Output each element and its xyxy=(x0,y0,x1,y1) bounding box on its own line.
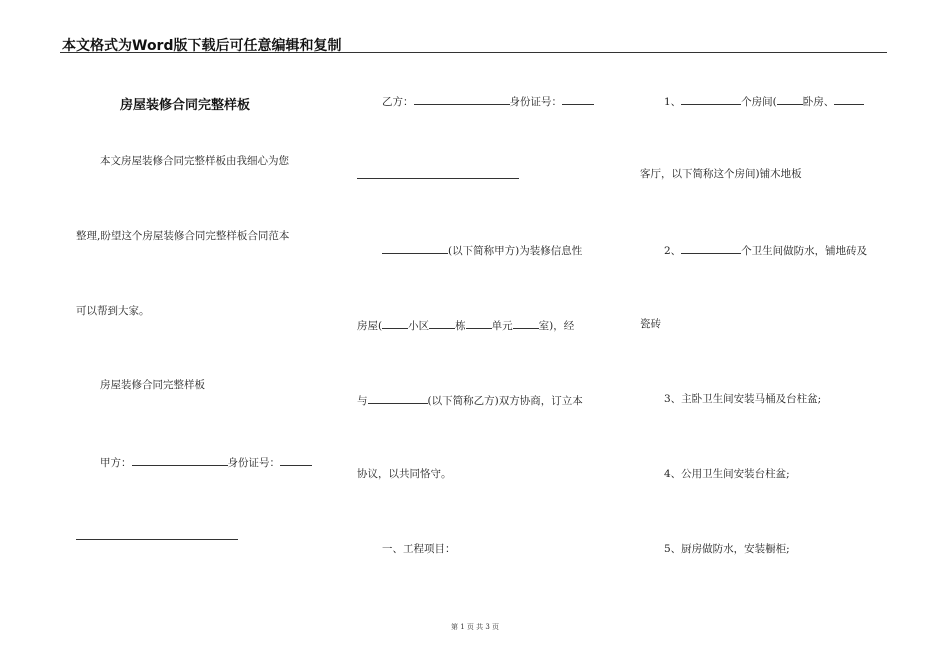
item-1-room-count-blank xyxy=(681,93,741,105)
intro-line-2: 整理,盼望这个房屋装修合同完整样板合同范本 xyxy=(76,230,290,242)
intro-line-1: 本文房屋装修合同完整样板由我细心为您 xyxy=(100,155,289,167)
agreement-line: 协议，以共同恪守。 xyxy=(357,468,452,480)
house-address-line xyxy=(357,317,574,333)
party-a-id-label: 身份证号： xyxy=(227,457,280,469)
party-a-id-blank xyxy=(280,454,312,466)
party-a-name-blank xyxy=(132,454,228,466)
party-a-designation-blank xyxy=(382,242,448,254)
party-b-address-blank xyxy=(357,178,519,179)
party-b-name-blank xyxy=(414,93,510,105)
header-divider xyxy=(60,52,887,53)
party-b-id-blank xyxy=(562,93,594,105)
item-1-bedroom-blank xyxy=(777,93,803,105)
party-b-id-label: 身份证号： xyxy=(509,96,562,108)
party-a-address-blank xyxy=(76,539,238,540)
party-b-line xyxy=(382,93,594,109)
building-blank xyxy=(429,317,455,329)
item-2-line xyxy=(664,242,867,258)
item-1-room-label: 个房间( xyxy=(741,96,777,108)
community-blank xyxy=(382,317,408,329)
item-1-continuation: 客厅，以下简称这个房间)铺木地板 xyxy=(640,168,802,180)
party-b-designation-line xyxy=(357,392,583,408)
with-label: 与 xyxy=(357,395,368,407)
section-subtitle: 房屋装修合同完整样板 xyxy=(100,379,205,391)
building-label: 栋 xyxy=(455,320,466,332)
room-blank xyxy=(513,317,539,329)
party-a-designation-text: (以下简称甲方)为装修信息性 xyxy=(448,245,583,257)
party-a-line xyxy=(100,454,312,470)
community-label: 小区 xyxy=(408,320,430,332)
party-b-designation-blank xyxy=(368,392,428,404)
item-1-livingroom-blank xyxy=(834,93,864,105)
item-2-continuation: 瓷砖 xyxy=(640,318,661,330)
item-3-line: 3、主卧卫生间安装马桶及台柱盆; xyxy=(664,393,822,405)
party-b-designation-text: (以下简称乙方)双方协商，订立本 xyxy=(427,395,583,407)
party-a-label: 甲方： xyxy=(100,457,132,469)
unit-blank xyxy=(466,317,492,329)
party-b-label: 乙方： xyxy=(382,96,414,108)
item-2-bathroom-count-blank xyxy=(681,242,741,254)
item-2-text: 个卫生间做防水，铺地砖及 xyxy=(741,245,868,257)
item-1-bedroom-label: 卧房、 xyxy=(802,96,835,108)
section-project-heading: 一、工程项目： xyxy=(382,543,456,555)
item-4-line: 4、公用卫生间安装台柱盆; xyxy=(664,468,790,480)
item-5-line: 5、厨房做防水，安装橱柜; xyxy=(664,543,790,555)
house-label: 房屋( xyxy=(357,320,383,332)
party-a-designation-line xyxy=(382,242,582,258)
intro-line-3: 可以帮到大家。 xyxy=(76,305,150,317)
room-label: 室)，经 xyxy=(538,320,575,332)
document-title: 房屋装修合同完整样板 xyxy=(120,98,251,113)
item-1-line xyxy=(664,93,864,109)
document-header: 本文格式为Word版下载后可任意编辑和复制 xyxy=(62,38,342,54)
item-2-number: 2、 xyxy=(664,245,682,257)
item-1-number: 1、 xyxy=(664,96,682,108)
unit-label: 单元 xyxy=(491,320,513,332)
page-number: 第 1 页 共 3 页 xyxy=(450,623,500,631)
